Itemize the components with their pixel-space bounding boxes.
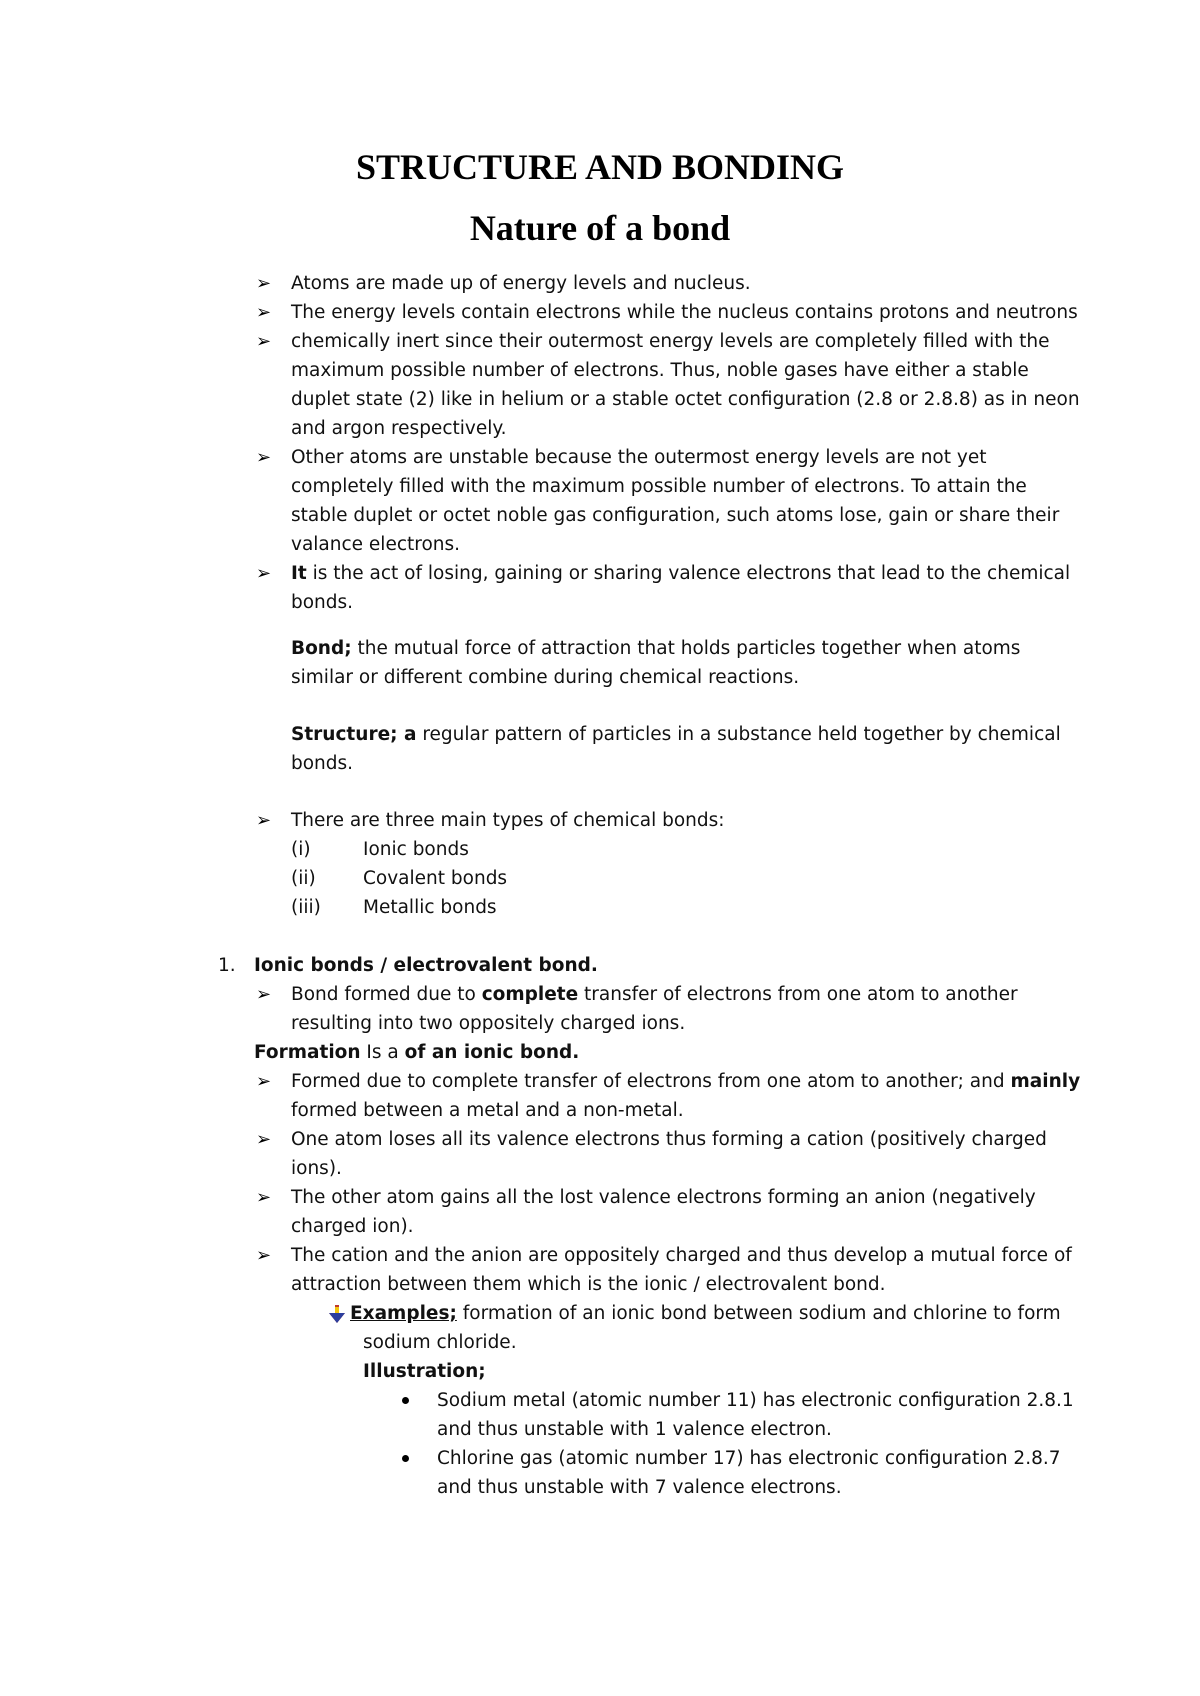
bullet-text: There are three main types of chemical bonds: (291, 810, 725, 831)
bullet-text: completely filled with the maximum possible number of electrons. To attain the (291, 476, 1027, 497)
arrow-bullet-icon: ➢ (256, 1129, 272, 1150)
arrow-bullet-icon: ➢ (256, 810, 272, 831)
arrow-bullet-icon: ➢ (256, 563, 272, 584)
bullet-text: The cation and the anion are oppositely charged and thus develop a mutual force of (291, 1245, 1072, 1266)
bond-definition-line: similar or different combine during chemical reactions. (291, 667, 800, 688)
text-run: the mutual force of attraction that holds particles together when atoms (351, 638, 1021, 659)
bullet-text: stable duplet or octet noble gas configuration, such atoms lose, gain or share their (291, 505, 1060, 526)
structure-definition-line: bonds. (291, 753, 354, 774)
text-run: is the act of losing, gaining or sharing valence electrons that lead to the chemical (306, 563, 1071, 584)
bold-text: of an ionic bond. (404, 1042, 580, 1063)
bold-text: Formation (254, 1042, 361, 1063)
bold-text: mainly (1010, 1071, 1081, 1092)
arrow-bullet-icon: ➢ (256, 1187, 272, 1208)
text-run: Bond formed due to (291, 984, 482, 1005)
bullet-text (291, 1067, 1080, 1096)
bullet-text: Chlorine gas (atomic number 17) has electronic configuration 2.8.7 (437, 1448, 1061, 1469)
examples-label: Examples; (350, 1303, 457, 1324)
arrow-bullet-icon: ➢ (256, 331, 272, 352)
text-run: Is a (360, 1042, 405, 1063)
bullet-text: The energy levels contain electrons while the nucleus contains protons and neutrons (291, 302, 1078, 323)
arrow-bullet-icon: ➢ (256, 1071, 272, 1092)
list-item: Metallic bonds (363, 897, 497, 918)
bond-definition (291, 634, 1020, 663)
bullet-text: Other atoms are unstable because the outermost energy levels are not yet (291, 447, 987, 468)
bullet-text: One atom loses all its valence electrons thus forming a cation (positively charged (291, 1129, 1047, 1150)
section-number: 1. (218, 955, 236, 976)
text-run: regular pattern of particles in a substance held together by chemical (416, 724, 1061, 745)
text-run: transfer of electrons from one atom to another (578, 984, 1018, 1005)
down-arrow-icon (327, 1305, 347, 1325)
section-heading: Ionic bonds / electrovalent bond. (254, 955, 598, 976)
section-subtitle: Nature of a bond (469, 208, 731, 248)
bullet-dot-icon (402, 1455, 409, 1462)
arrow-bullet-icon: ➢ (256, 302, 272, 323)
bullet-dot-icon (402, 1397, 409, 1404)
bold-text: complete (481, 984, 579, 1005)
bullet-text: charged ion). (291, 1216, 414, 1237)
list-item: Covalent bonds (363, 868, 508, 889)
definition-term: Bond; (291, 638, 352, 659)
definition-term: Structure; a (291, 724, 417, 745)
examples-line: sodium chloride. (363, 1332, 517, 1353)
list-number: (iii) (291, 897, 321, 918)
bullet-text: attraction between them which is the ionic / electrovalent bond. (291, 1274, 886, 1295)
bullet-text: chemically inert since their outermost energy levels are completely filled with the (291, 331, 1050, 352)
bullet-text: maximum possible number of electrons. Thus, noble gases have either a stable (291, 360, 1029, 381)
illustration-heading: Illustration; (363, 1361, 486, 1382)
document-title: STRUCTURE AND BONDING (355, 147, 845, 187)
list-number: (i) (291, 839, 311, 860)
bullet-text: and thus unstable with 7 valence electrons. (437, 1477, 842, 1498)
bullet-text: Atoms are made up of energy levels and nucleus. (291, 273, 751, 294)
bullet-text: ions). (291, 1158, 342, 1179)
bullet-text: duplet state (2) like in helium or a stable octet configuration (2.8 or 2.8.8) as in neon (291, 389, 1080, 410)
examples-line (350, 1299, 1061, 1328)
text-run: formation of an ionic bond between sodium and chlorine to form (456, 1303, 1061, 1324)
bullet-text (291, 980, 1018, 1009)
bullet-text: bonds. (291, 592, 354, 613)
text-run: Formed due to complete transfer of electrons from one atom to another; and (291, 1071, 1011, 1092)
bullet-text: Sodium metal (atomic number 11) has electronic configuration 2.8.1 (437, 1390, 1074, 1411)
bullet-text: The other atom gains all the lost valence electrons forming an anion (negatively (291, 1187, 1036, 1208)
bullet-text: valance electrons. (291, 534, 461, 555)
arrow-bullet-icon: ➢ (256, 984, 272, 1005)
list-number: (ii) (291, 868, 316, 889)
bullet-text: and argon respectively. (291, 418, 507, 439)
arrow-bullet-icon: ➢ (256, 1245, 272, 1266)
bullet-text: and thus unstable with 1 valence electron. (437, 1419, 832, 1440)
arrow-bullet-icon: ➢ (256, 447, 272, 468)
bullet-text (291, 559, 1070, 588)
structure-definition (291, 720, 1061, 749)
bold-text: It (291, 563, 307, 584)
arrow-bullet-icon: ➢ (256, 273, 272, 294)
list-item: Ionic bonds (363, 839, 469, 860)
formation-heading (254, 1038, 579, 1067)
bullet-text: formed between a metal and a non-metal. (291, 1100, 684, 1121)
bullet-text: resulting into two oppositely charged ions. (291, 1013, 686, 1034)
